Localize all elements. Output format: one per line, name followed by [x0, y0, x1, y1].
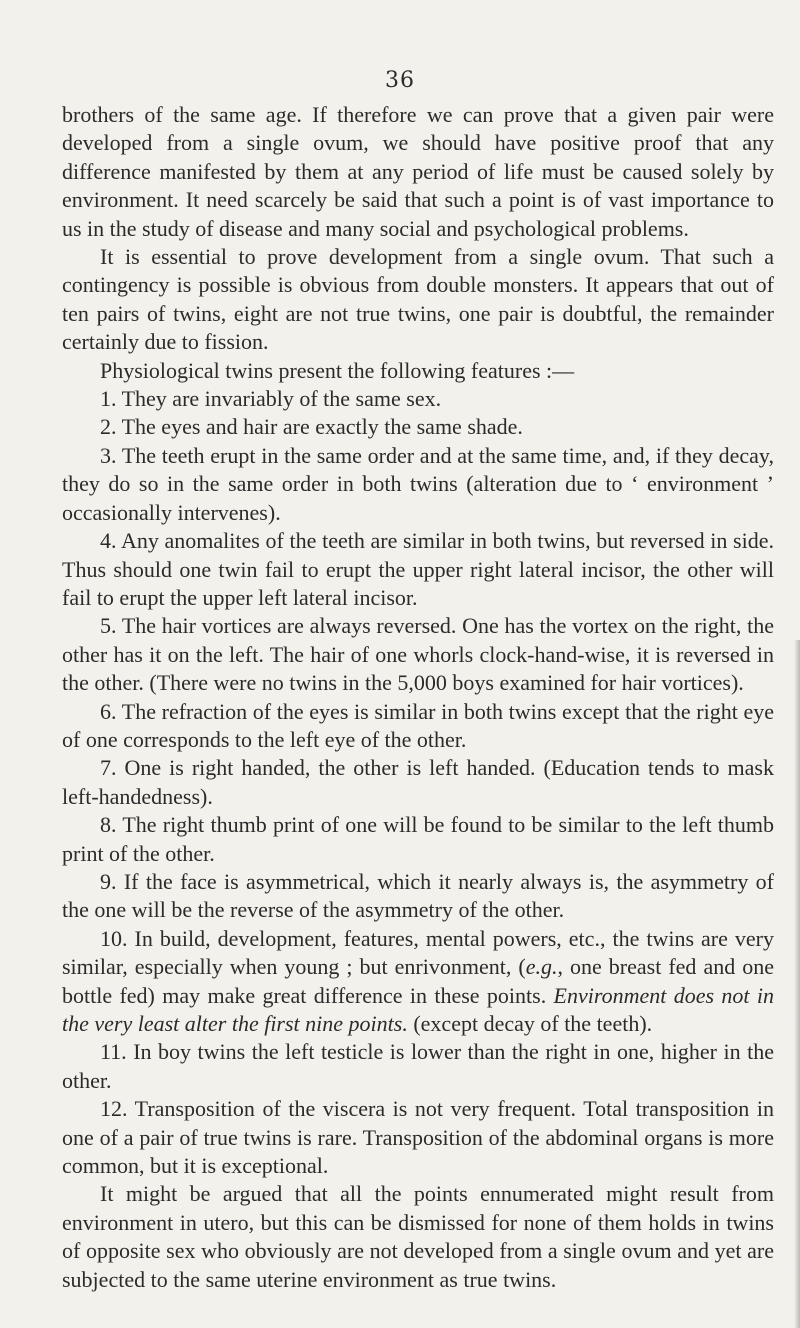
paragraph: Physiological twins present the following features :— [100, 357, 575, 383]
list-item [62, 925, 774, 1039]
page-edge-shadow [794, 640, 800, 1328]
emphasis-text: Environment does not in the very least alter the first nine points. [62, 982, 774, 1036]
list-item-text: , one breast fed and one bottle fed) may make great difference in these points. [62, 954, 774, 1008]
body-text [62, 101, 774, 1294]
list-item: 8. The right thumb print of one will be found to be similar to the left thumb print of the other. [62, 812, 774, 866]
list-item: 2. The eyes and hair are exactly the same shade. [100, 414, 523, 440]
list-item: 3. The teeth erupt in the same order and at the same time, and, if they decay, they do so in the same order in both twins (alteration due to ‘ environment ’ occasionally intervenes). [62, 442, 774, 525]
list-item: 4. Any anomalites of the teeth are similar in both twins, but reversed in side. Thus should one twin fail to erupt the upper right lateral incisor, the other will fail to erupt the upper left lateral incisor. [62, 528, 774, 610]
list-item-text: (except decay of the teeth). [407, 1011, 653, 1036]
list-item: 11. In boy twins the left testicle is lower than the right in one, higher in the other. [62, 1039, 774, 1093]
list-item: 12. Transposition of the viscera is not very frequent. Total transposition in one of a pair of true twins is rare. Transposition of the abdominal organs is more common, but it is exceptional. [62, 1096, 774, 1179]
eg-abbreviation: e.g. [525, 954, 558, 980]
list-item: 6. The refraction of the eyes is similar in both twins except that the right eye of one corresponds to the left eye of the other. [62, 698, 774, 752]
paragraph: brothers of the same age. If therefore we can prove that a given pair were developed from a single ovum, we should have positive proof that any difference manifested by them at any period of life must be caused solely by environment. It need scarcely be said that such a point is of vast importance to us in the study of disease and many social and psychological problems. [62, 102, 774, 241]
list-item: 1. They are invariably of the same sex. [100, 386, 442, 412]
list-item: 7. One is right handed, the other is left handed. (Education tends to mask left-handedness). [62, 755, 774, 809]
list-item: 5. The hair vortices are always reversed. One has the vortex on the right, the other has it on the left. The hair of one whorls clock-hand-wise, it is reversed in the other. (There were no twins in the 5,000 boys examined for hair vortices). [62, 613, 774, 696]
paragraph: It might be argued that all the points ennumerated might result from environment in utero, but this can be dismissed for none of them holds in twins of opposite sex who obviously are not developed from a single ovum and yet are subjected to the same uterine environment as true twins. [62, 1181, 774, 1292]
list-item-text: 10. In build, development, features, mental powers, etc., the twins are very similar, especially when young ; but enrivonment, ( [62, 925, 774, 980]
page-number: 36 [385, 68, 415, 93]
paragraph: It is essential to prove development from a single ovum. That such a contingency is possible is obvious from double monsters. It appears that out of ten pairs of twins, eight are not true twins, one pair is doubtful, the remainder certainly due to fission. [62, 244, 774, 355]
list-item: 9. If the face is asymmetrical, which it nearly always is, the asymmetry of the one will be the reverse of the asymmetry of the other. [62, 868, 774, 923]
